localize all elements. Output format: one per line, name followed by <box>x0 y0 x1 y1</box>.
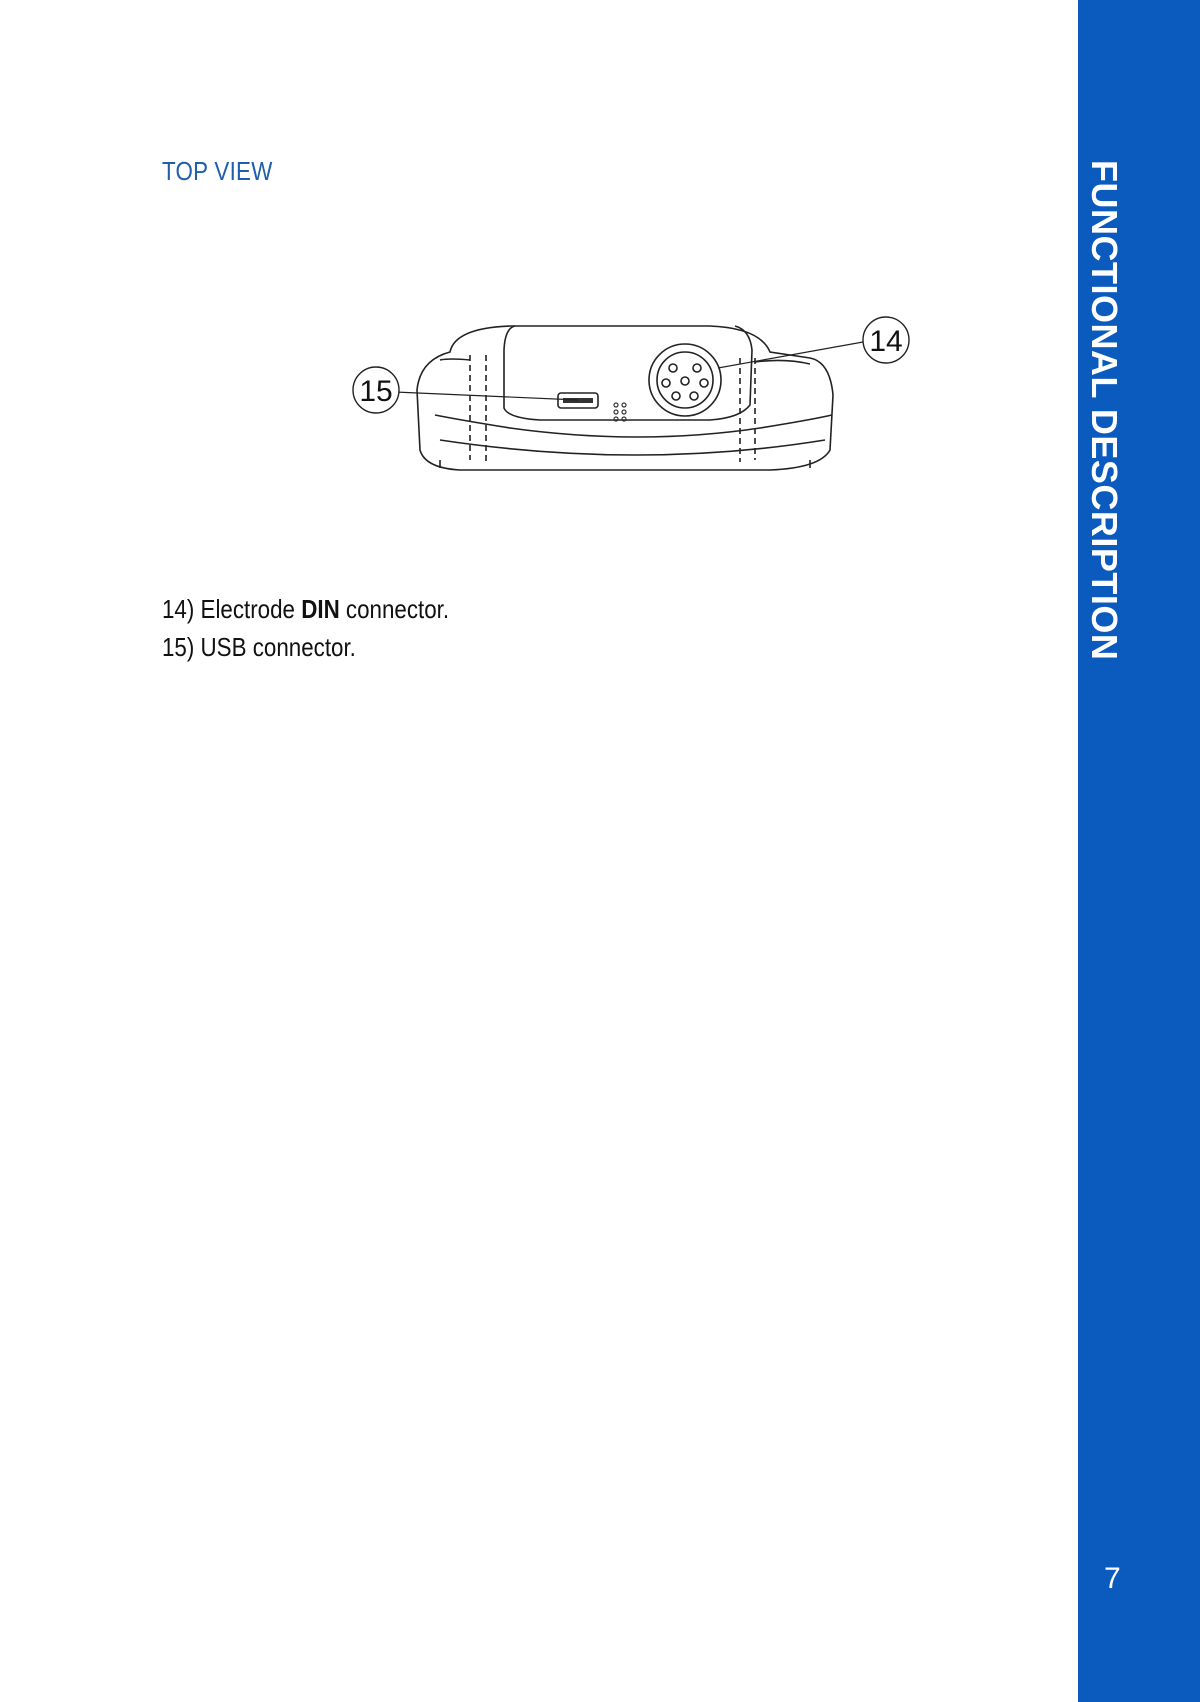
legend-item-suffix: connector. <box>339 594 450 624</box>
section-heading: TOP VIEW <box>162 156 273 186</box>
callout-14-label: 14 <box>869 325 903 358</box>
callout-14-leader <box>718 342 863 368</box>
callout-15-label: 15 <box>359 375 393 408</box>
device-outline <box>417 326 833 470</box>
legend-item <box>162 628 449 666</box>
page-number: 7 <box>1104 1562 1121 1595</box>
legend-item <box>162 590 449 628</box>
top-view-figure <box>340 300 940 500</box>
callout-15 <box>353 367 399 413</box>
callout-14 <box>863 317 909 363</box>
din-connector <box>649 344 721 416</box>
sidebar-title: FUNCTIONAL DESCRIPTION <box>1084 160 1125 661</box>
top-panel <box>504 326 752 420</box>
legend-item-prefix: 14) Electrode <box>162 594 302 624</box>
legend-item-bold: DIN <box>301 594 340 624</box>
legend-item-prefix: 15) USB connector. <box>162 632 356 662</box>
legend-list <box>162 590 449 666</box>
device-top-view-drawing <box>340 300 940 500</box>
vent-holes <box>614 403 626 421</box>
usb-port <box>558 393 598 408</box>
